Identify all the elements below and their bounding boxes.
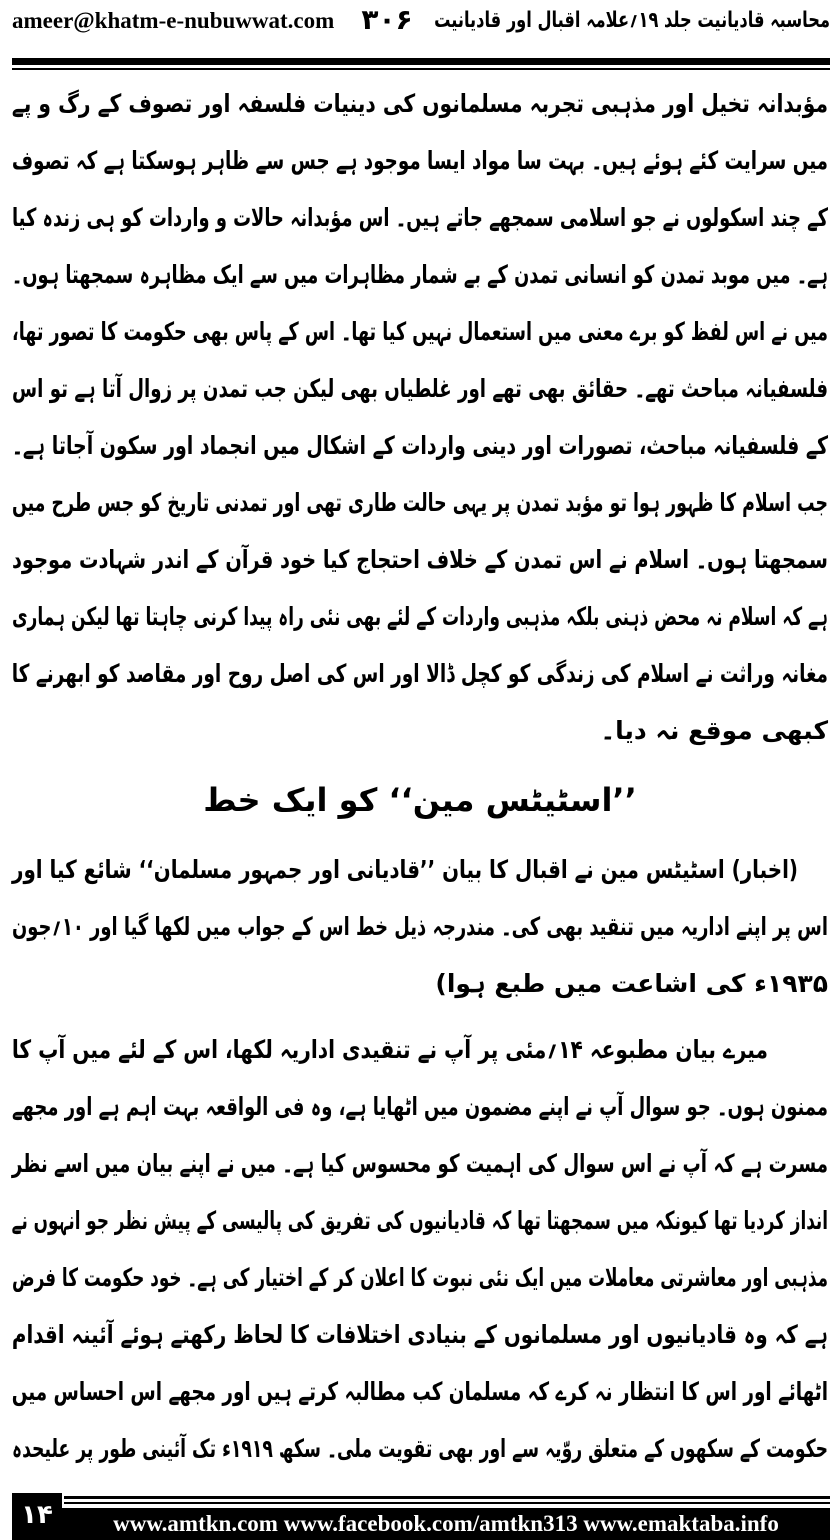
text-line: فلسفیانہ مباحث تھے۔ حقائق بھی تھے اور غلطیاں بھی لیکن جب تمدن پر زوال آتا ہے تو اس xyxy=(12,374,828,403)
letter-line: اٹھائے اور اس کا انتظار نہ کرے کہ مسلمان کب مطالبہ کرتے ہیں اور مجھے اس احساس میں xyxy=(11,1377,828,1406)
text-line: ہے۔ میں موبد تمدن کو انسانی تمدن کے بے شمار مظاہرات میں سے ایک مظاہرہ سمجھتا ہوں۔ xyxy=(11,260,829,289)
note-line: اس پر اپنے اداریہ میں تنقید بھی کی۔ مندرجہ ذیل خط اس کے جواب میں لکھا گیا اور ۱۰؍جون xyxy=(12,912,829,941)
letter-line: انداز کردیا تھا کیونکہ میں سمجھتا تھا کہ قادیانیوں کی تفریق کی پالیسی کے پیش نظر جو انہوں نے xyxy=(11,1206,828,1235)
letter-line: حکومت کے سکھوں کے متعلق روّیہ سے اور بھی تقویت ملی۔ سکھ ۱۹۱۹ء تک آئینی طور پر علیحدہ xyxy=(12,1434,829,1463)
text-line: میں نے اس لفظ کو برے معنی میں استعمال نہیں کیا تھا۔ اس کے پاس بھی حکومت کا تصور تھا، xyxy=(12,317,828,346)
text-line: ہے کہ اسلام نہ محض ذہنی بلکہ مذہبی واردات کے لئے بھی نئی راہ پیدا کرنی چاہتا تھا لیکن ہماری xyxy=(11,602,828,631)
text-line: جب اسلام کا ظہور ہوا تو مؤبد تمدن پر یہی حالت طاری تھی اور تمدنی تاریخ کو جس طرح میں xyxy=(11,488,828,517)
letter-line: ہے کہ وہ قادیانیوں اور مسلمانوں کے بنیادی اختلافات کا لحاظ رکھتے ہوئے آئینہ اقدام xyxy=(11,1320,829,1349)
footer-rule xyxy=(64,1502,830,1504)
header-rule-thick xyxy=(12,58,830,65)
footer-rule xyxy=(64,1496,830,1499)
text-line: میں سرایت کئے ہوئے ہیں۔ بہت سا مواد ایسا موجود ہے جس سے ظاہر ہوسکتا ہے کہ تصوف xyxy=(11,146,829,175)
footer-page-number: ۱۴ xyxy=(12,1493,62,1540)
text-line: کبھی موقع نہ دیا۔ xyxy=(600,716,828,745)
letter-line: مسرت ہے کہ آپ نے اس سوال کی اہمیت کو محسوس کیا ہے۔ میں نے اپنے بیان میں اسے نظر xyxy=(11,1149,829,1178)
letter-line: میرے بیان مطبوعہ ۱۴؍مئی پر آپ نے تنقیدی اداریہ لکھا، اس کے لئے میں آپ کا xyxy=(11,1035,768,1064)
section-heading: ’’اسٹیٹس مین‘‘ کو ایک خط xyxy=(203,781,637,819)
note-line: ۱۹۳۵ء کی اشاعت میں طبع ہوا) xyxy=(435,969,828,998)
footer-links: www.amtkn.com www.facebook.com/amtkn313 www.emaktaba.info xyxy=(62,1508,830,1540)
text-line: کے فلسفیانہ مباحث، تصورات اور دینی واردات کے اشکال میں انجماد اور سکون آجاتا ہے۔ xyxy=(11,431,829,460)
note-line: (اخبار) اسٹیٹس مین نے اقبال کا بیان ’’قادیانی اور جمہور مسلمان‘‘ شائع کیا اور xyxy=(11,855,799,884)
header-page-number: ۳۰۶ xyxy=(361,3,413,36)
text-line: مغانہ وراثت نے اسلام کی زندگی کو کچل ڈالا اور اس کی اصل روح اور مقاصد کو ابھرنے کا xyxy=(11,659,829,688)
header-book-title: محاسبہ قادیانیت جلد ۱۹؍علامہ اقبال اور قادیانیت xyxy=(434,8,830,33)
text-line: کے چند اسکولوں نے جو اسلامی سمجھے جاتے ہیں۔ اس مؤبدانہ حالات و واردات کو ہی زندہ کیا xyxy=(11,203,828,232)
header-rule-thin xyxy=(12,68,830,70)
text-line: مؤبدانہ تخیل اور مذہبی تجربہ مسلمانوں کی دینیات فلسفہ اور تصوف کے رگ و پے xyxy=(11,89,828,118)
header-email: ameer@khatm-e-nubuwwat.com xyxy=(12,8,335,33)
text-line: سمجھتا ہوں۔ اسلام نے اس تمدن کے خلاف احتجاج کیا خود قرآن کے اندر شہادت موجود xyxy=(11,545,828,574)
letter-line: مذہبی اور معاشرتی معاملات میں ایک نئی نبوت کا اعلان کر کے اختیار کی ہے۔ خود حکومت کا فرض xyxy=(12,1263,828,1292)
letter-line: ممنون ہوں۔ جو سوال آپ نے اپنے مضمون میں اٹھایا ہے، وہ فی الواقعہ بہت اہم ہے اور مجھے xyxy=(12,1092,828,1121)
